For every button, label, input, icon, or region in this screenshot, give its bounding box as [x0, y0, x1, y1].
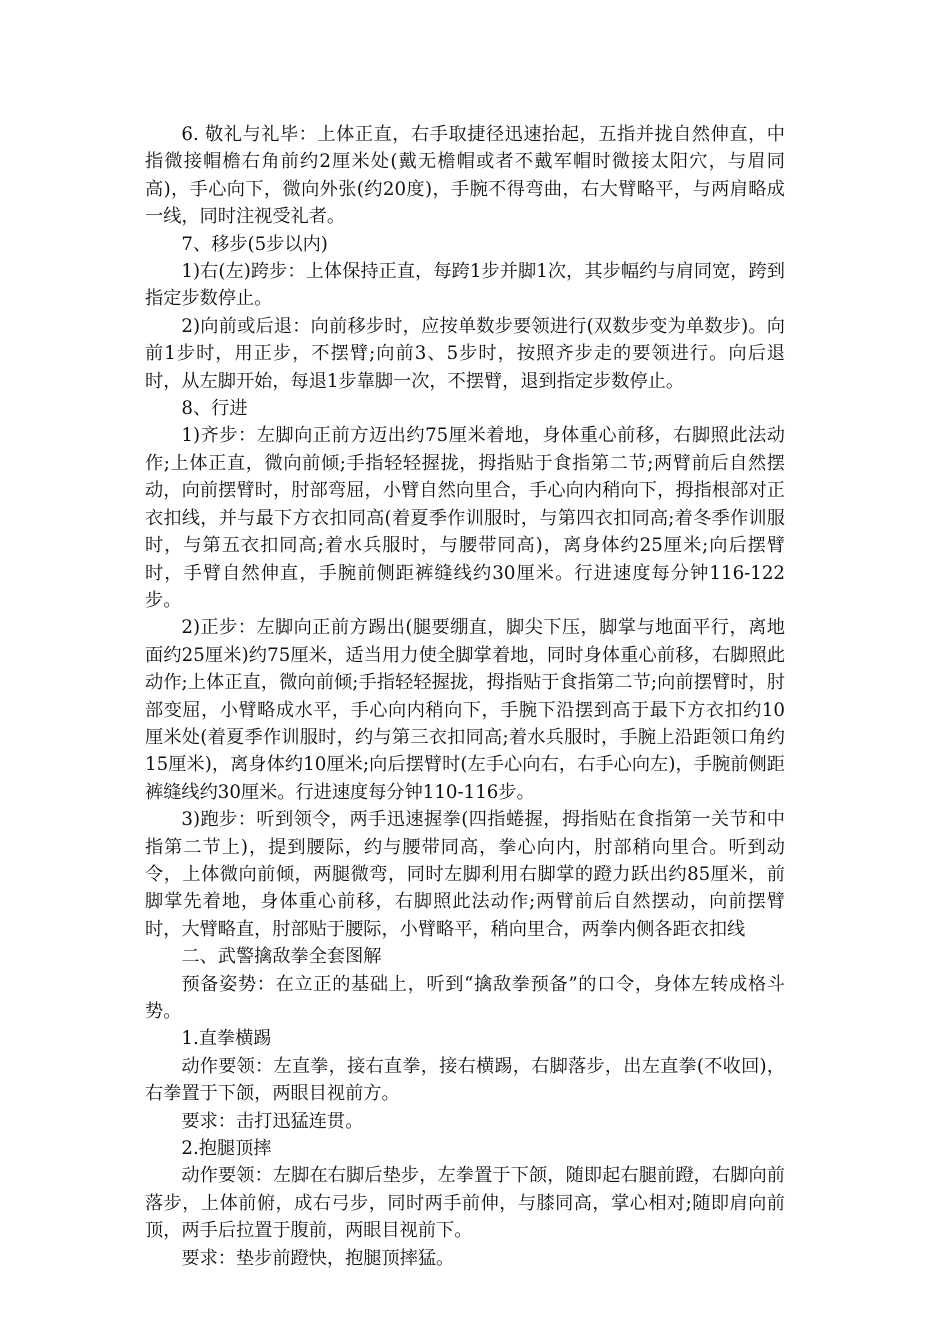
heading-move-1: 1.直拳横踢: [181, 1028, 272, 1050]
paragraph-goose-step: 2)正步：左脚向正前方踢出(腿要绷直，脚尖下压，脚掌与地面平行，离地面约25厘米)约75厘米，适当用力使全脚掌着地，同时身体重心前移，右脚照此动作;上体正直，微向前倾;手指轻轻握拢，拇指贴于食指第二节;向前摆臂时，肘部变屈，小臂略成水平，手心向内稍向下，手腕下沿摆到高于最下方衣扣约10厘米处(着夏季作训服时，约与第三衣扣同高;着水兵服时，手腕上沿距领口角约15厘米)，离身体约10厘米;向后摆臂时(左手心向右，右手心向左)，手腕前侧距裤缝线约30厘米。行进速度每分钟110-116步。: [145, 617, 785, 803]
paragraph-move-1-essentials: 动作要领：左直拳，接右直拳，接右横踢，右脚落步，出左直拳(不收回)，右拳置于下颌，两眼目视前方。: [145, 1055, 785, 1105]
paragraph-side-step: 1)右(左)跨步：上体保持正直，每跨1步并脚1次，其步幅约与肩同宽，跨到指定步数停止。: [145, 261, 785, 310]
paragraph-ready-stance: 预备姿势：在立正的基础上，听到“擒敌拳预备”的口令，身体左转成格斗势。: [145, 973, 785, 1022]
heading-step-move: 7、移步(5步以内): [181, 233, 328, 255]
heading-move-2: 2.抱腿顶摔: [181, 1138, 272, 1160]
paragraph-move-2-essentials: 动作要领：左脚在右脚后垫步，左拳置于下颌，随即起右腿前蹬，右脚向前落步，上体前俯，成右弓步，同时两手前伸，与膝同高，掌心相对;随即肩向前顶，两手后拉置于腹前，两眼目视前下。: [145, 1165, 785, 1242]
heading-march: 8、行进: [181, 398, 248, 420]
document-body: [145, 121, 785, 1272]
paragraph-salute: 6. 敬礼与礼毕：上体正直，右手取捷径迅速抬起，五指并拢自然伸直，中指微接帽檐右角前约2厘米处(戴无檐帽或者不戴军帽时微接太阳穴，与眉同高)，手心向下，微向外张(约20度)，手腕不得弯曲，右大臂略平，与两肩略成一线，同时注视受礼者。: [145, 124, 785, 228]
paragraph-move-1-requirement: 要求：击打迅猛连贯。: [181, 1110, 364, 1132]
section-heading-fist: 二、武警擒敌拳全套图解: [181, 946, 382, 968]
paragraph-forward-backward: 2)向前或后退：向前移步时，应按单数步要领进行(双数步变为单数步)。向前1步时，用正步，不摆臂;向前3、5步时，按照齐步走的要领进行。向后退时，从左脚开始，每退1步靠脚一次，不摆臂，退到指定步数停止。: [145, 315, 785, 392]
paragraph-double-time: 3)跑步：听到领令，两手迅速握拳(四指蜷握，拇指贴在食指第一关节和中指第二节上)，提到腰际，约与腰带同高，拳心向内，肘部稍向里合。听到动令，上体微向前倾，两腿微弯，同时左脚利用右脚掌的蹬力跃出约85厘米，前脚掌先着地，身体重心前移，右脚照此法动作;两臂前后自然摆动，向前摆臂时，大臂略直，肘部贴于腰际，小臂略平，稍向里合，两拳内侧各距衣扣线: [145, 809, 785, 940]
paragraph-quick-march: 1)齐步：左脚向正前方迈出约75厘米着地，身体重心前移，右脚照此法动作;上体正直，微向前倾;手指轻轻握拢，拇指贴于食指第二节;两臂前后自然摆动，向前摆臂时，肘部弯屈，小臂自然向里合，手心向内稍向下，拇指根部对正衣扣线，并与最下方衣扣同高(着夏季作训服时，与第四衣扣同高;着冬季作训服时，与第五衣扣同高;着水兵服时，与腰带同高)，离身体约25厘米;向后摆臂时，手臂自然伸直，手腕前侧距裤缝线约30厘米。行进速度每分钟116-122步。: [145, 425, 785, 611]
paragraph-move-2-requirement: 要求：垫步前蹬快，抱腿顶摔猛。: [181, 1247, 455, 1269]
